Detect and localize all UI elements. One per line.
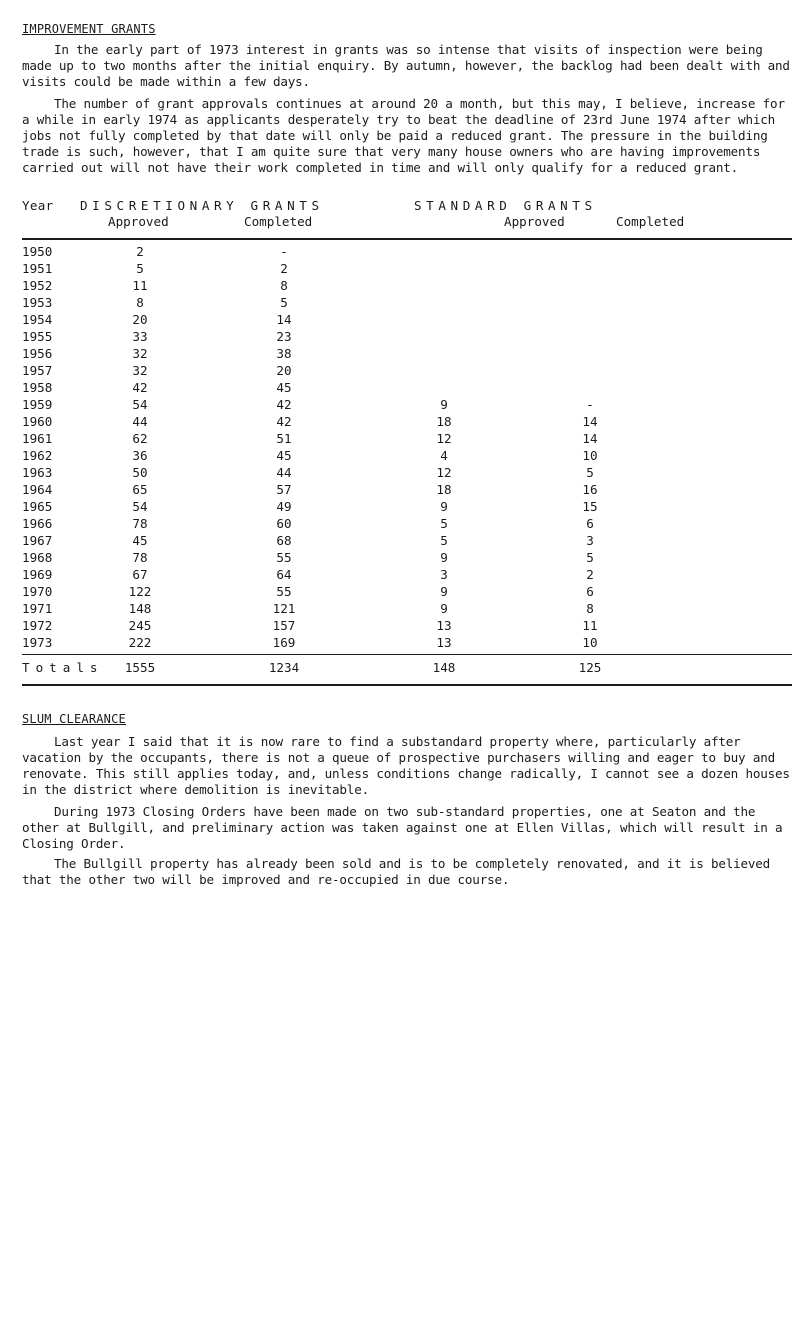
standard-approved-cell: 9 bbox=[440, 550, 448, 565]
row-year: 1958 bbox=[22, 380, 53, 395]
standard-approved-cell: 18 bbox=[436, 414, 452, 429]
table-row bbox=[22, 516, 792, 533]
paragraph-text: During 1973 Closing Orders have been made on two sub-standard properties, one at Seaton and the other at Bullgill, and preliminary action was taken against one at Ellen Villas, which will result in a Closing Order. bbox=[22, 804, 790, 851]
discretionary-approved-cell: 122 bbox=[128, 584, 152, 599]
discretionary-completed-cell: 68 bbox=[276, 533, 292, 548]
table-row bbox=[22, 618, 792, 635]
discretionary-completed-cell: 42 bbox=[276, 414, 292, 429]
row-year: 1963 bbox=[22, 465, 53, 480]
discretionary-completed-cell: 49 bbox=[276, 499, 292, 514]
standard-approved-cell: 13 bbox=[436, 635, 452, 650]
standard-approved-cell: 9 bbox=[440, 584, 448, 599]
standard-completed-cell: 11 bbox=[582, 618, 598, 633]
standard-approved-cell: 5 bbox=[440, 533, 448, 548]
standard-completed-cell: 3 bbox=[586, 533, 594, 548]
discretionary-approved-cell: 50 bbox=[132, 465, 148, 480]
table-row bbox=[22, 533, 792, 550]
table-row bbox=[22, 380, 792, 397]
standard-completed-cell: 6 bbox=[586, 516, 594, 531]
discretionary-approved-cell: 148 bbox=[128, 601, 152, 616]
column-group-standard-grants: STANDARD GRANTS bbox=[414, 198, 597, 213]
table-row bbox=[22, 397, 792, 414]
row-year: 1962 bbox=[22, 448, 53, 463]
table-row bbox=[22, 465, 792, 482]
table-row bbox=[22, 567, 792, 584]
subheader-standard-approved: Approved bbox=[504, 214, 565, 229]
standard-approved-cell: 4 bbox=[440, 448, 448, 463]
table-row bbox=[22, 431, 792, 448]
paragraph-text: The Bullgill property has already been sold and is to be completely renovated, and it is believed that the other two will be improved and re-occupied in due course. bbox=[22, 856, 778, 887]
table-row bbox=[22, 550, 792, 567]
discretionary-completed-cell: 169 bbox=[272, 635, 296, 650]
discretionary-completed-cell: 45 bbox=[276, 380, 292, 395]
discretionary-approved-cell: 36 bbox=[132, 448, 148, 463]
row-year: 1955 bbox=[22, 329, 53, 344]
discretionary-approved-cell: 45 bbox=[132, 533, 148, 548]
discretionary-approved-cell: 67 bbox=[132, 567, 148, 582]
totals-discretionary-approved: 1555 bbox=[124, 660, 156, 675]
column-group-discretionary-grants: DISCRETIONARY GRANTS bbox=[80, 198, 324, 213]
standard-completed-cell: 5 bbox=[586, 550, 594, 565]
discretionary-completed-cell: 38 bbox=[276, 346, 292, 361]
discretionary-approved-cell: 2 bbox=[136, 244, 144, 259]
header-rule bbox=[22, 238, 792, 240]
standard-completed-cell: 14 bbox=[582, 414, 598, 429]
column-header-year: Year bbox=[22, 198, 54, 213]
discretionary-approved-cell: 33 bbox=[132, 329, 148, 344]
standard-completed-cell: 2 bbox=[586, 567, 594, 582]
totals-discretionary-completed: 1234 bbox=[268, 660, 300, 675]
row-year: 1952 bbox=[22, 278, 53, 293]
discretionary-completed-cell: 42 bbox=[276, 397, 292, 412]
paragraph-grant-approvals bbox=[22, 96, 792, 176]
subheader-discretionary-approved: Approved bbox=[108, 214, 169, 229]
table-row bbox=[22, 584, 792, 601]
totals-rule-bottom bbox=[22, 684, 792, 686]
discretionary-approved-cell: 65 bbox=[132, 482, 148, 497]
standard-approved-cell: 9 bbox=[440, 601, 448, 616]
table-row bbox=[22, 261, 792, 278]
totals-standard-completed: 125 bbox=[578, 660, 602, 675]
standard-approved-cell: 5 bbox=[440, 516, 448, 531]
table-row bbox=[22, 346, 792, 363]
standard-approved-cell: 12 bbox=[436, 465, 452, 480]
row-year: 1969 bbox=[22, 567, 53, 582]
standard-completed-cell: 16 bbox=[582, 482, 598, 497]
standard-completed-cell: 10 bbox=[582, 448, 598, 463]
discretionary-completed-cell: 64 bbox=[276, 567, 292, 582]
discretionary-completed-cell: 44 bbox=[276, 465, 292, 480]
discretionary-completed-cell: 5 bbox=[280, 295, 288, 310]
table-row bbox=[22, 363, 792, 380]
discretionary-completed-cell: 2 bbox=[280, 261, 288, 276]
standard-completed-cell: - bbox=[586, 397, 594, 412]
standard-approved-cell: 18 bbox=[436, 482, 452, 497]
totals-standard-approved: 148 bbox=[432, 660, 456, 675]
discretionary-completed-cell: - bbox=[280, 244, 288, 259]
discretionary-approved-cell: 54 bbox=[132, 397, 148, 412]
discretionary-completed-cell: 51 bbox=[276, 431, 292, 446]
standard-completed-cell: 8 bbox=[586, 601, 594, 616]
paragraph-text: In the early part of 1973 interest in grants was so intense that visits of inspection were being made up to two months after the initial enquiry. By autumn, however, the backlog had been dealt with and visits could be made within a few days. bbox=[22, 42, 798, 89]
discretionary-approved-cell: 44 bbox=[132, 414, 148, 429]
discretionary-approved-cell: 42 bbox=[132, 380, 148, 395]
totals-rule-top bbox=[22, 654, 792, 655]
discretionary-approved-cell: 78 bbox=[132, 516, 148, 531]
discretionary-approved-cell: 5 bbox=[136, 261, 144, 276]
section-heading-slum-clearance: SLUM CLEARANCE bbox=[22, 712, 126, 726]
standard-completed-cell: 15 bbox=[582, 499, 598, 514]
row-year: 1968 bbox=[22, 550, 53, 565]
row-year: 1971 bbox=[22, 601, 53, 616]
table-row bbox=[22, 499, 792, 516]
table-row bbox=[22, 244, 792, 261]
standard-completed-cell: 14 bbox=[582, 431, 598, 446]
standard-approved-cell: 13 bbox=[436, 618, 452, 633]
discretionary-approved-cell: 62 bbox=[132, 431, 148, 446]
row-year: 1970 bbox=[22, 584, 53, 599]
discretionary-completed-cell: 8 bbox=[280, 278, 288, 293]
discretionary-approved-cell: 11 bbox=[132, 278, 148, 293]
standard-approved-cell: 9 bbox=[440, 397, 448, 412]
discretionary-approved-cell: 222 bbox=[128, 635, 152, 650]
discretionary-completed-cell: 23 bbox=[276, 329, 292, 344]
standard-approved-cell: 3 bbox=[440, 567, 448, 582]
discretionary-completed-cell: 60 bbox=[276, 516, 292, 531]
discretionary-completed-cell: 20 bbox=[276, 363, 292, 378]
standard-completed-cell: 6 bbox=[586, 584, 594, 599]
standard-approved-cell: 12 bbox=[436, 431, 452, 446]
table-row bbox=[22, 295, 792, 312]
discretionary-approved-cell: 8 bbox=[136, 295, 144, 310]
row-year: 1953 bbox=[22, 295, 53, 310]
discretionary-completed-cell: 55 bbox=[276, 550, 292, 565]
discretionary-approved-cell: 32 bbox=[132, 346, 148, 361]
row-year: 1950 bbox=[22, 244, 53, 259]
table-row bbox=[22, 278, 792, 295]
row-year: 1960 bbox=[22, 414, 53, 429]
discretionary-approved-cell: 20 bbox=[132, 312, 148, 327]
standard-completed-cell: 5 bbox=[586, 465, 594, 480]
discretionary-completed-cell: 121 bbox=[272, 601, 296, 616]
discretionary-completed-cell: 157 bbox=[272, 618, 296, 633]
section-heading-improvement-grants: IMPROVEMENT GRANTS bbox=[22, 22, 156, 36]
table-row bbox=[22, 448, 792, 465]
totals-row bbox=[22, 660, 792, 677]
row-year: 1959 bbox=[22, 397, 53, 412]
row-year: 1957 bbox=[22, 363, 53, 378]
row-year: 1961 bbox=[22, 431, 53, 446]
discretionary-approved-cell: 78 bbox=[132, 550, 148, 565]
row-year: 1964 bbox=[22, 482, 53, 497]
row-year: 1956 bbox=[22, 346, 53, 361]
table-row bbox=[22, 414, 792, 431]
paragraph-closing-orders bbox=[22, 804, 792, 852]
paragraph-substandard-property bbox=[22, 734, 798, 798]
discretionary-completed-cell: 14 bbox=[276, 312, 292, 327]
row-year: 1965 bbox=[22, 499, 53, 514]
paragraph-text: The number of grant approvals continues at around 20 a month, but this may, I believe, increase for a while in early 1974 as applicants desperately try to beat the deadline of 23rd June 1974 after which jobs not fully completed by that date will only be paid a reduced grant. The pressure in the building trade is such, however, that I am quite sure that very many house owners who are having improvements carried out will not have their work completed in time and will only qualify for a reduced grant. bbox=[22, 96, 793, 175]
standard-completed-cell: 10 bbox=[582, 635, 598, 650]
row-year: 1972 bbox=[22, 618, 53, 633]
discretionary-completed-cell: 55 bbox=[276, 584, 292, 599]
discretionary-approved-cell: 32 bbox=[132, 363, 148, 378]
paragraph-interest-in-grants bbox=[22, 42, 798, 90]
table-row bbox=[22, 601, 792, 618]
totals-label: Totals bbox=[22, 660, 104, 675]
paragraph-bullgill-property bbox=[22, 856, 792, 888]
discretionary-approved-cell: 54 bbox=[132, 499, 148, 514]
table-row bbox=[22, 329, 792, 346]
row-year: 1951 bbox=[22, 261, 53, 276]
row-year: 1973 bbox=[22, 635, 53, 650]
paragraph-text: Last year I said that it is now rare to find a substandard property where, particularly after vacation by the occupants, there is not a queue of prospective purchasers willing and eager to buy and renovate. This still applies today, and, unless conditions change radically, I cannot see a dozen houses in the district where demolition is inevitable. bbox=[22, 734, 798, 797]
table-row bbox=[22, 635, 792, 652]
row-year: 1967 bbox=[22, 533, 53, 548]
discretionary-completed-cell: 57 bbox=[276, 482, 292, 497]
standard-approved-cell: 9 bbox=[440, 499, 448, 514]
row-year: 1954 bbox=[22, 312, 53, 327]
table-row bbox=[22, 482, 792, 499]
subheader-standard-completed: Completed bbox=[616, 214, 685, 229]
subheader-discretionary-completed: Completed bbox=[244, 214, 313, 229]
discretionary-completed-cell: 45 bbox=[276, 448, 292, 463]
discretionary-approved-cell: 245 bbox=[128, 618, 152, 633]
row-year: 1966 bbox=[22, 516, 53, 531]
table-row bbox=[22, 312, 792, 329]
